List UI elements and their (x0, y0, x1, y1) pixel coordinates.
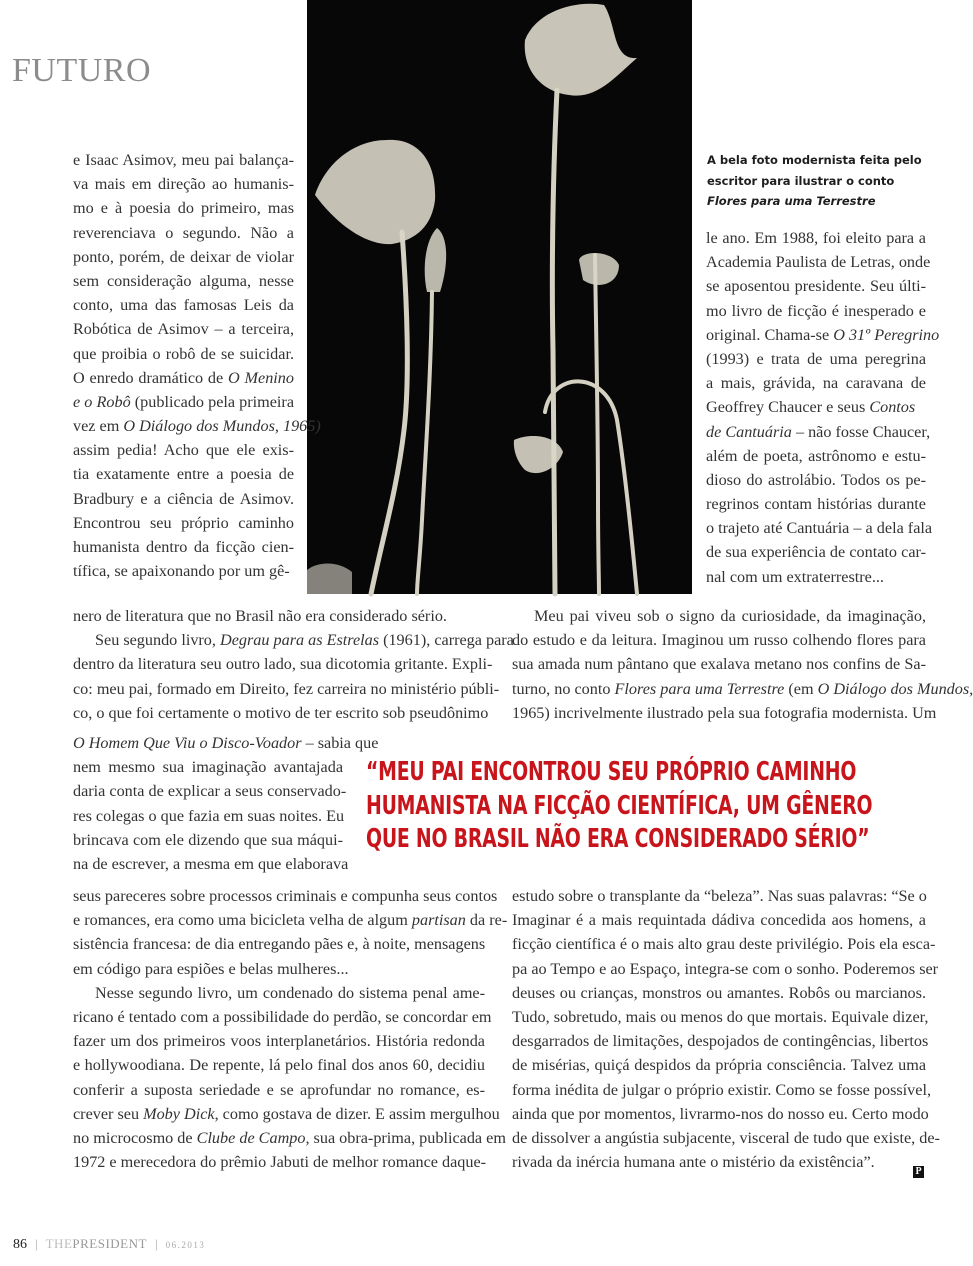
text-line: mo e à poesia do primeiro, mas (73, 199, 294, 218)
text-line: seus pareceres sobre processos criminais e compunha seus contos (73, 887, 498, 905)
text-line: ficção científica é o mais alto grau deste privilégio. Pois ela esca- (512, 935, 936, 954)
footer-separator: | (154, 1236, 158, 1251)
left-column-narrow (73, 731, 379, 876)
text-line (73, 731, 379, 755)
text-fragment: crever seu (73, 1104, 144, 1123)
text-line: nal com um extraterrestre... (706, 567, 884, 586)
text-line: e Isaac Asimov, meu pai balança- (73, 151, 294, 169)
left-column-wide-2 (73, 884, 508, 1174)
text-line: va mais em direção ao humanis- (73, 175, 294, 194)
text-line: sem consideração alguma, nesse (73, 271, 294, 290)
text-line (706, 395, 926, 419)
italic-title: Flores para uma Terrestre (614, 679, 785, 698)
text-fragment: (1961), carrega para (379, 631, 514, 650)
page-footer (13, 1236, 205, 1253)
text-line (73, 908, 508, 932)
text-fragment: da re- (465, 911, 508, 930)
right-column-bottom (512, 884, 940, 1174)
text-line: co, o que foi certamente o motivo de ter escrito sob pseudônimo (73, 703, 489, 722)
flowers-photo (307, 0, 692, 594)
text-line: além de poeta, astrônomo e estu- (706, 446, 926, 465)
text-line: de misérias, quiçá despidos da própria consciência. Talvez uma (512, 1056, 926, 1075)
text-line: em código para espiões e belas mulheres... (73, 959, 349, 978)
text-fragment: O enredo dramático de (73, 368, 229, 387)
text-line: rivada da inércia humana ante o mistério da existência”. (512, 1153, 875, 1172)
text-line: conto, uma das famosas Leis da (73, 296, 294, 315)
pull-quote-line: HUMANISTA NA FICÇÃO CIENTÍFICA, UM GÊNERO (366, 790, 873, 821)
pull-quote (366, 756, 873, 857)
text-line: conferir a suposta seriedade e se aprofundar no romance, es- (73, 1080, 485, 1099)
text-line: le ano. Em 1988, foi eleito para a (706, 229, 926, 247)
issue-date: 06.2013 (165, 1240, 206, 1250)
text-line: co: meu pai, formado em Direito, fez carreira no ministério públi- (73, 679, 500, 698)
text-line: brincava com ele dizendo que sua máqui- (73, 830, 343, 849)
text-line: Imaginar é a mais requintada dádiva concedida aos homens, a (512, 911, 926, 930)
italic-title: Contos (869, 398, 916, 417)
text-line: fazer um dos primeiros voos interplanetários. História redonda (73, 1032, 485, 1051)
text-fragment: no microcosmo de (73, 1128, 197, 1147)
text-fragment: Geoffrey Chaucer e seus (706, 398, 870, 417)
photo-caption (707, 150, 937, 212)
left-column-top (73, 148, 321, 583)
text-line: regrinos contam histórias durante (706, 495, 926, 514)
text-line: dentro da literatura seu outro lado, sua dicotomia gritante. Expli- (73, 655, 493, 674)
text-line: de sua experiência de contato car- (706, 543, 926, 562)
caption-line: escritor para ilustrar o conto (707, 173, 895, 188)
text-line: deuses ou crianças, monstros ou amantes. Robôs ou marcianos. (512, 983, 926, 1002)
text-line: pa ao Tempo e ao Espaço, integra-se com o sonho. Poderemos ser (512, 959, 939, 978)
text-line: Tudo, sobretudo, mais ou menos do que mortais. Equivale dizer, (512, 1007, 929, 1026)
text-line: Nesse segundo livro, um condenado do sistema penal ame- (95, 983, 485, 1002)
italic-title: Degrau para as Estrelas (220, 631, 380, 650)
text-line: sua amada num pântano que exalava metano nos confins de Sa- (512, 655, 926, 674)
pull-quote-line: QUE NO BRASIL NÃO ERA CONSIDERADO SÉRIO” (366, 824, 870, 854)
right-column-top (706, 226, 940, 589)
text-line: Meu pai viveu sob o signo da curiosidade, da imaginação, (534, 607, 926, 625)
text-line: ponto, porém, de deixar de violar (73, 247, 294, 266)
text-line (706, 323, 940, 347)
text-line: ainda que por momentos, livrarmo-nos do nosso eu. Certo modo (512, 1104, 929, 1123)
italic-title: O Homem Que Viu o Disco-Voador (73, 734, 302, 752)
text-line: (1993) e trata de uma peregrina (706, 349, 926, 368)
section-title: FUTURO (12, 52, 152, 89)
left-column-wide-1 (73, 604, 514, 725)
text-line: tífica, se apaixonando por um gê- (73, 562, 290, 581)
text-line: de dissolver a angústia subjacente, visceral de tudo que existe, de- (512, 1128, 940, 1147)
flowers-photo-illustration (307, 0, 692, 594)
text-line: sistência francesa: de dia entregando pães e, à noite, mensagens (73, 935, 486, 954)
italic-title: Moby Dick (143, 1104, 215, 1123)
text-fragment: (em (784, 679, 818, 698)
text-fragment: – não fosse Chaucer, (791, 422, 931, 441)
italic-title: O Diálogo dos Mundos, (817, 679, 973, 698)
text-line: nero de literatura que no Brasil não era considerado sério. (73, 607, 447, 625)
text-line: mo livro de ficção é inesperado e (706, 301, 926, 320)
text-line: do estudo e da leitura. Imaginou um russo colhendo flores para (512, 631, 926, 650)
text-fragment: (publicado pela primeira (130, 392, 295, 411)
text-line: estudo sobre o transplante da “beleza”. Nas suas palavras: “Se o (512, 887, 927, 905)
text-fragment: , como gostava de dizer. E assim mergulhou (214, 1104, 500, 1123)
text-fragment: vez em (73, 417, 124, 436)
text-line: humanista dentro da ficção cien- (73, 538, 294, 556)
text-line: nem mesmo sua imaginação avantajada (73, 758, 343, 777)
text-line: reverenciava o segundo. Não a (73, 223, 294, 242)
text-line: 1965) incrivelmente ilustrado pela sua fotografia modernista. Um (512, 703, 937, 722)
text-line (73, 1102, 500, 1126)
text-line (73, 390, 294, 414)
text-fragment: turno, no conto (512, 679, 615, 698)
text-line (73, 628, 514, 652)
text-line: na de escrever, a mesma em que elaborava (73, 854, 349, 873)
text-line: desgarrados de limitações, despojados de contingências, libertos (512, 1032, 929, 1051)
text-line: dioso do astrolábio. Todos os pe- (706, 470, 926, 489)
text-line (73, 366, 294, 390)
page-number: 86 (13, 1237, 27, 1252)
text-fragment: Seu segundo livro, (95, 631, 220, 650)
text-line: Academia Paulista de Letras, onde (706, 253, 931, 272)
italic-title: e o Robô (73, 392, 131, 411)
text-line: 1972 e merecedora do prêmio Jabuti de melhor romance daque- (73, 1153, 487, 1172)
italic-title: O Diálogo dos Mundos, 1965) (123, 417, 321, 436)
text-line: Robótica de Asimov – a terceira, (73, 320, 294, 339)
text-line: assim pedia! Acho que ele exis- (73, 441, 294, 460)
text-line: Encontrou seu próprio caminho (73, 513, 294, 532)
text-line: e hollywoodiana. De repente, lá pelo final dos anos 60, decidiu (73, 1056, 485, 1075)
right-column-mid (512, 604, 973, 725)
caption-story-title: Flores para uma Terrestre (707, 194, 876, 208)
text-line (512, 677, 973, 701)
text-line (73, 414, 321, 438)
pull-quote-line: “MEU PAI ENCONTROU SEU PRÓPRIO CAMINHO (366, 757, 857, 787)
text-line: o trajeto até Cantuária – a dela fala (706, 519, 933, 538)
footer-separator: | (35, 1236, 38, 1251)
text-line: res colegas o que fazia em suas noites. Eu (73, 806, 345, 825)
italic-title: O 31º Peregrino (833, 325, 940, 344)
text-fragment: sua obra-prima, publicada em (309, 1128, 506, 1147)
text-line: se aposentou presidente. Seu últi- (706, 277, 926, 296)
italic-title: O Menino (228, 368, 294, 387)
text-fragment: original. Chama-se (706, 325, 834, 344)
text-line: que proibia o robô de se suicidar. (73, 344, 294, 363)
text-line: daria conta de explicar a seus conservado- (73, 782, 347, 801)
magazine-prefix: THE (45, 1236, 73, 1251)
text-line: tia exatamente entre a poesia de (73, 465, 294, 484)
italic-title: de Cantuária (706, 422, 792, 441)
text-line: a mais, grávida, na caravana de (706, 374, 926, 393)
text-line (73, 1126, 506, 1150)
text-fragment: e romances, era como uma bicicleta velha de algum (73, 911, 412, 930)
text-line: forma inédita de julgar o próprio existir. Como se fosse possível, (512, 1080, 932, 1099)
end-of-article-icon: P (913, 1166, 924, 1178)
italic-title: partisan (411, 911, 466, 930)
magazine-name: PRESIDENT (72, 1236, 147, 1251)
text-line (706, 420, 931, 444)
text-fragment: – sabia que (301, 734, 379, 752)
text-line: Bradbury e a ciência de Asimov. (73, 489, 294, 508)
italic-title: Clube de Campo, (196, 1128, 310, 1147)
caption-line: A bela foto modernista feita pelo (707, 153, 922, 167)
text-line: ricano é tentado com a possibilidade do perdão, se concordar em (73, 1007, 492, 1026)
